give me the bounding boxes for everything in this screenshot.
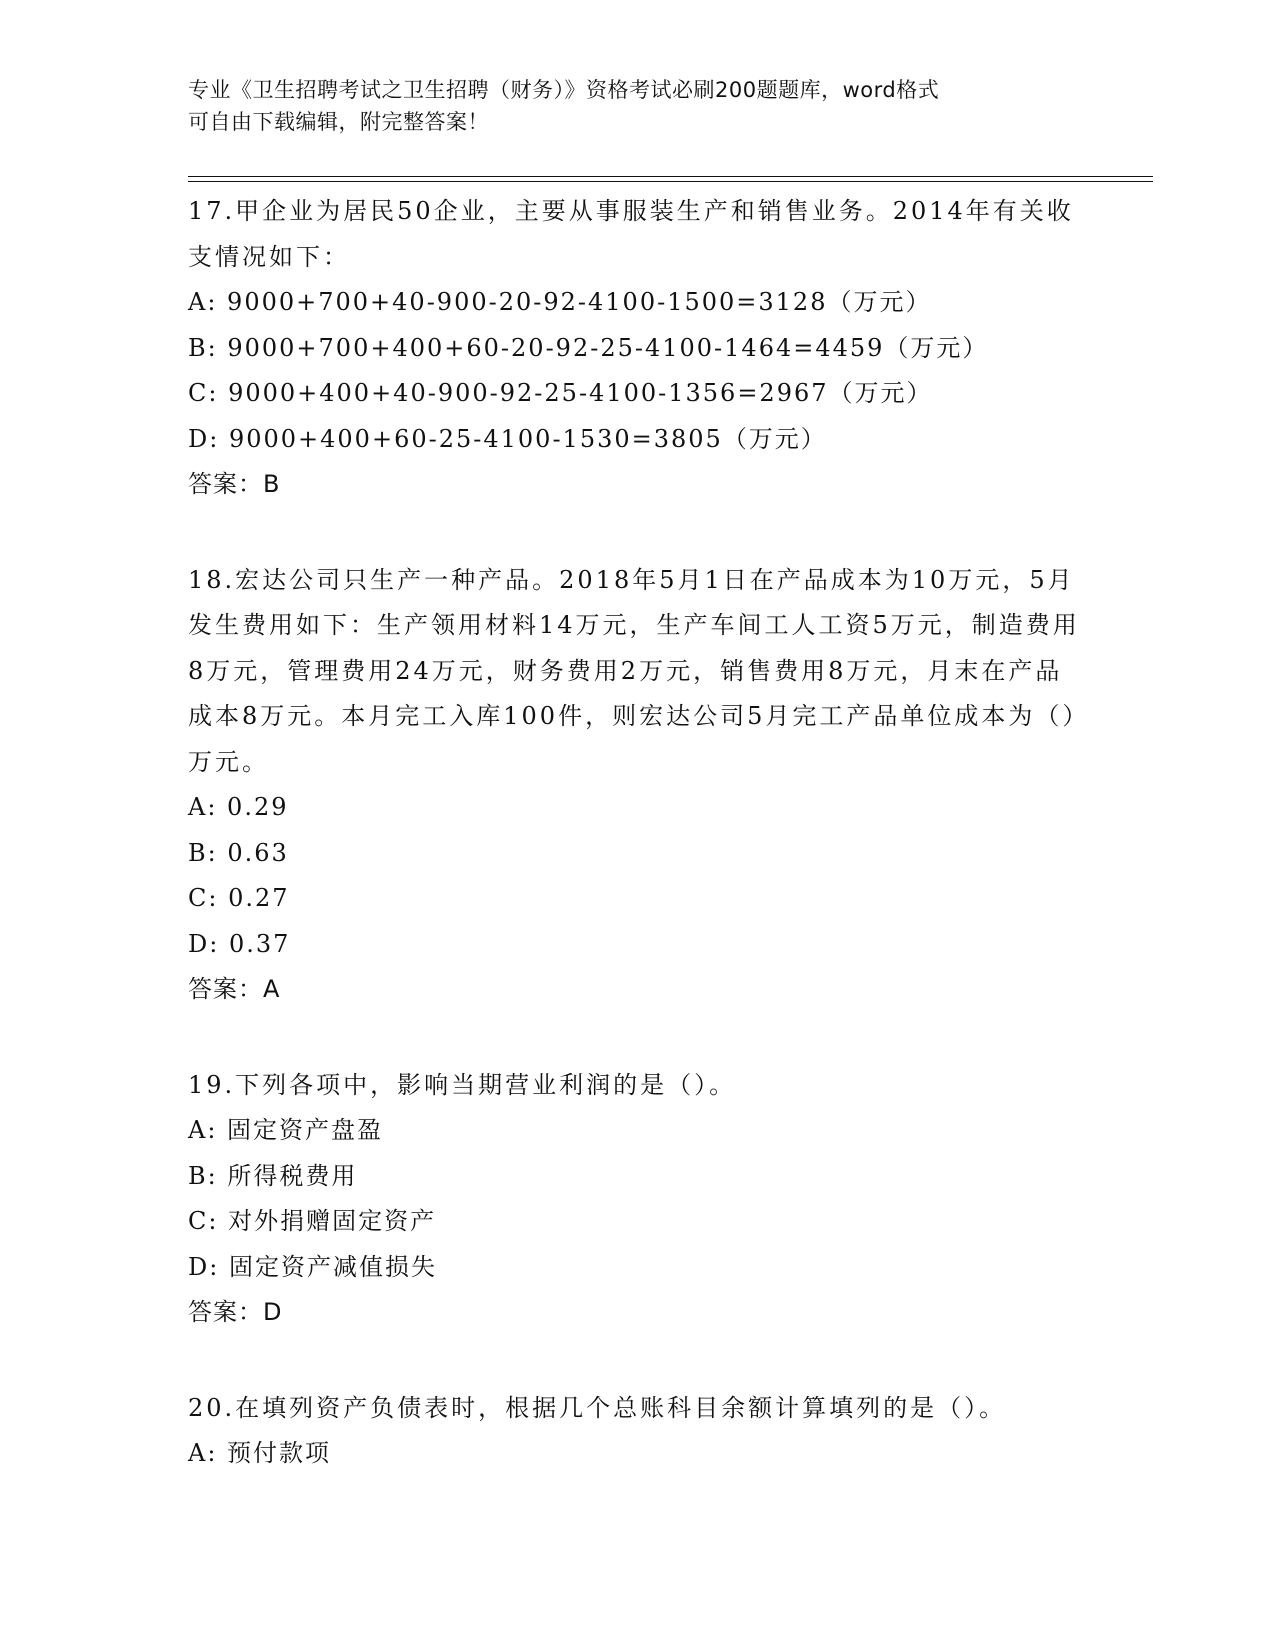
option-a: A: 预付款项: [188, 1439, 332, 1467]
option-a: A: 0.29: [188, 793, 289, 821]
page-header: [188, 74, 1068, 138]
header-divider-bottom: [188, 181, 1153, 182]
option-b: B: 9000+700+400+60-20-92-25-4100-1464=4459（万元）: [188, 333, 989, 362]
answer-label: 答案：D: [188, 1298, 283, 1326]
question-text: 20.在填列资产负债表时，根据几个总账科目余额计算填列的是（）。: [188, 1393, 1007, 1422]
option-c: C: 对外捐赠固定资产: [188, 1207, 437, 1235]
header-line-2: 可自由下载编辑，附完整答案！: [188, 110, 489, 134]
option-d: D: 固定资产减值损失: [188, 1252, 437, 1281]
option-b: B: 0.63: [188, 838, 289, 867]
question-19: [188, 1063, 1088, 1336]
question-17: [188, 189, 1088, 508]
option-a: A: 固定资产盘盈: [188, 1116, 384, 1144]
question-20: [188, 1386, 1088, 1477]
question-text: 19.下列各项中，影响当期营业利润的是（）。: [188, 1070, 737, 1099]
option-d: D: 0.37: [188, 929, 291, 958]
answer-label: 答案：A: [188, 975, 281, 1003]
question-text: 18.宏达公司只生产一种产品。2018年5月1日在产品成本为10万元，5月发生费用如下：生产领用材料14万元，生产车间工人工资5万元，制造费用8万元，管理费用24万元，财务费用2万元，销售费用8万元，月末在产品成本8万元。本月完工入库100件，则宏达公司5月完工产品单位成本为（）万元。: [188, 565, 1080, 776]
option-a: A: 9000+700+40-900-20-92-4100-1500=3128（万元）: [188, 288, 932, 316]
option-b: B: 所得税费用: [188, 1161, 358, 1190]
question-list: [188, 189, 1088, 1527]
answer-label: 答案：B: [188, 470, 281, 498]
question-18: [188, 558, 1088, 1013]
option-c: C: 0.27: [188, 884, 290, 912]
header-line-1: 专业《卫生招聘考试之卫生招聘（财务）》资格考试必刷200题题库，word格式: [188, 78, 940, 102]
header-divider-top: [188, 176, 1153, 177]
option-c: C: 9000+400+40-900-92-25-4100-1356=2967（万元）: [188, 379, 933, 407]
question-text: 17.甲企业为居民50企业，主要从事服装生产和销售业务。2014年有关收支情况如下：: [188, 197, 1074, 271]
option-d: D: 9000+400+60-25-4100-1530=3805（万元）: [188, 424, 827, 453]
